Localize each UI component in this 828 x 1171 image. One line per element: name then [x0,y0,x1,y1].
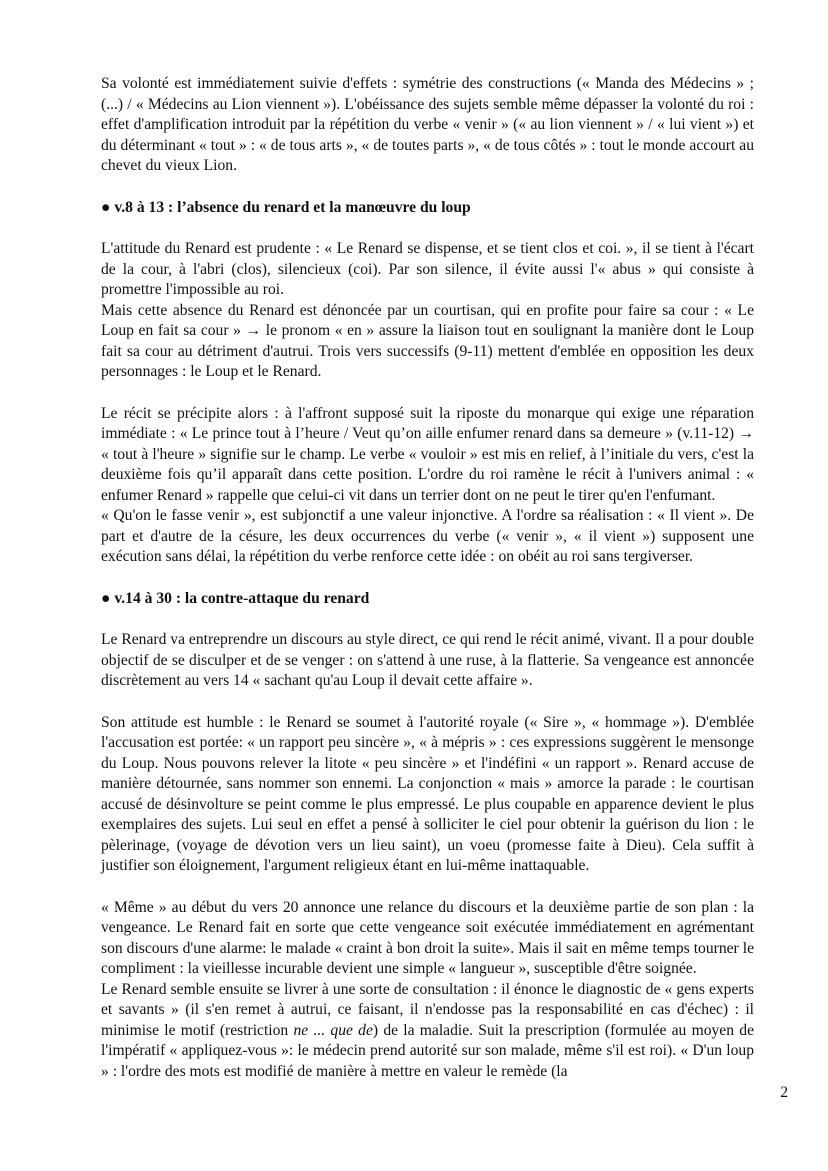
page-number: 2 [780,1084,788,1101]
consultation-text-end: ) de la maladie. Suit la prescription (formulée au moyen de l'impératif « appliquez-vous »: le médecin prend autorité sur son malade, même s'il est roi). « D'un loup » : l'ordre des mots est modifié de manière à mettre en valeur le remède (la [101,1021,754,1080]
paragraph-renard-absence: Mais cette absence du Renard est dénoncée par un courtisan, qui en profite pour faire sa cour : « Le Loup en fait sa cour » → le pronom « en » assure la liaison tout en soulignant la manière dont le Loup fait sa cour au détriment d'autrui. Trois vers successifs (9-11) mettent d'emblée en opposition les deux personnages : le Loup et le Renard. [101,301,754,380]
paragraph-renard-attitude: L'attitude du Renard est prudente : « Le Renard se dispense, et se tient clos et coi. », il se tient à l'écart de la cour, à l'abri (clos), silencieux (coi). Par son silence, il évite aussi l'« abus » qui consiste à promettre l'impossible au roi. [101,240,754,298]
paragraph-discours-direct: Le Renard va entreprendre un discours au style direct, ce qui rend le récit animé, vivant. Il a pour double objectif de se disculper et de se venger : on s'attend à une ruse, à la flatterie. Sa vengeance est annoncée discrètement au vers 14 « sachant qu'au Loup il devait cette affaire ». [101,631,754,689]
section-heading-v14-30: ● v.14 à 30 : la contre-attaque du renard [101,589,370,607]
paragraph-meme-relance: « Même » au début du vers 20 annonce une relance du discours et la deuxième partie de son plan : la vengeance. Le Renard fait en sorte que cette vengeance soit exécutée immédiatement en agrémentant son discours d'une alarme: le malade « craint à bon droit la suite». Mais il sait en même temps tourner le compliment : la vieillesse incurable devient une simple « langueur », susceptible d'être soignée. [101,898,754,977]
section-heading-v8-13: ● v.8 à 13 : l’absence du renard et la manœuvre du loup [101,198,471,216]
paragraph-recit-precipite: Le récit se précipite alors : à l'affront supposé suit la riposte du monarque qui exige une réparation immédiate : « Le prince tout à l’heure / Veut qu’on aille enfumer renard dans sa demeure » (v.11-12) → « tout à l'heure » signifie sur le champ. Le verbe « vouloir » est mis en relief, à l’initiale du vers, c'est la deuxième fois qu’il apparaît dans cette position. L'ordre du roi ramène le récit à l'univers animal : « enfumer Renard » rappelle que celui-ci vit dans un terrier dont on ne peut le tirer qu'en l'enfumant. [101,404,754,504]
paragraph-consultation [101,980,754,1083]
paragraph-attitude-humble: Son attitude est humble : le Renard se soumet à l'autorité royale (« Sire », « hommage »). D'emblée l'accusation est portée: « un rapport peu sincère », « à mépris » : ces expressions suggèrent le mensonge du Loup. Nous pouvons relever la litote « peu sincère » et l'indéfini « un rapport ». Renard accuse de manière détournée, sans nommer son ennemi. La conjonction « mais » amorce la parade : le courtisan accusé de désinvolture se peint comme le plus empressé. Le plus coupable en apparence devient le plus exemplaires des sujets. Lui seul en effet a pensé à solliciter le ciel pour obtenir la guérison du lion : le pèlerinage, (voyage de dévotion vers un lieu saint), un voeu (promesse faite à Dieu). Cela suffit à justifier son éloignement, l'argument religieux étant en lui-même inattaquable. [101,713,754,874]
document-page [101,74,754,1082]
restriction-italic: ne ... que de [293,1021,373,1039]
paragraph-intro: Sa volonté est immédiatement suivie d'effets : symétrie des constructions (« Manda des Médecins » ; (...) / « Médecins au Lion viennent »). L'obéissance des sujets semble même dépasser la volonté du roi : effet d'amplification introduit par la répétition du verbe « venir » (« au lion viennent » / « lui vient ») et du déterminant « tout » : « de tous arts », « de toutes parts », « de tous côtés » : tout le monde accourt au chevet du vieux Lion. [101,75,754,174]
consultation-text-start: Le Renard semble ensuite se livrer à une sorte de consultation : il énonce le diagnostic de « gens experts et savants » (il s'en remet à autrui, ce faisant, il n'endosse pas la responsabilité en cas d'échec) : il minimise le motif (restriction [101,980,754,1039]
paragraph-subjonctif: « Qu'on le fasse venir », est subjonctif a une valeur injonctive. A l'ordre sa réalisation : « Il vient ». De part et d'autre de la césure, les deux occurrences du verbe (« venir », « il vient ») supposent une exécution sans délai, la répétition du verbe renforce cette idée : on obéit au roi sans tergiverser. [101,507,754,565]
